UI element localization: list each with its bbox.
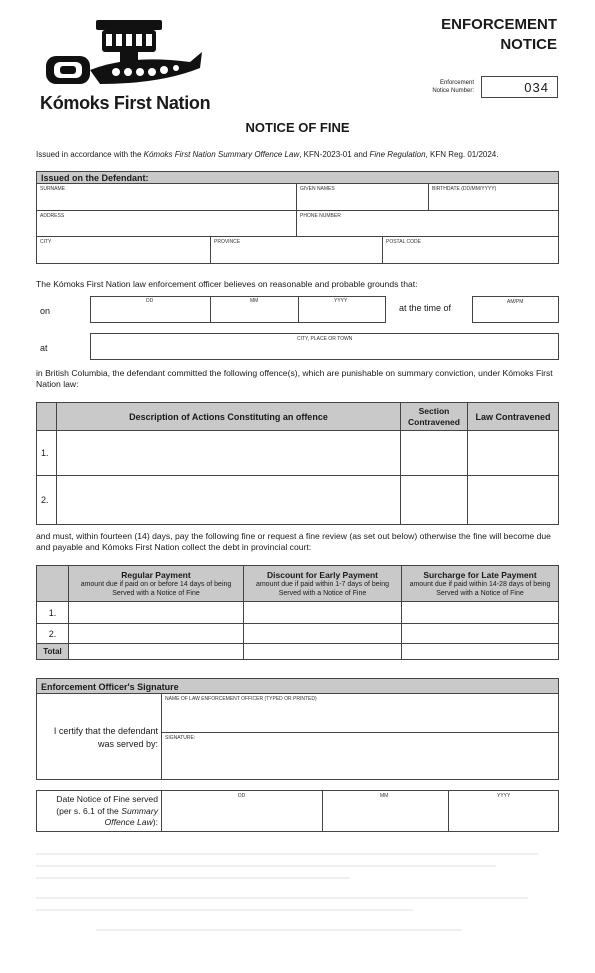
col-law: Law Contravened [468, 403, 559, 431]
served-label-line-1: Date Notice of Fine served [56, 794, 158, 804]
city-place-label: CITY, PLACE OR TOWN [297, 336, 353, 342]
col-section-line-1: Section [418, 405, 450, 416]
col-discount [244, 566, 402, 602]
payment-table [36, 565, 559, 660]
regular-total-cell[interactable] [69, 644, 244, 660]
table-row [37, 431, 559, 476]
section-cell[interactable] [401, 431, 468, 476]
intro-mid: , KFN-2023-01 and [299, 150, 370, 159]
defendant-vline-2 [428, 183, 429, 210]
offence-num-header [37, 403, 57, 431]
kfn-logo [40, 18, 220, 98]
served-label-line-3: Offence Law [104, 817, 153, 827]
defendant-divider-2 [36, 236, 559, 237]
city-field[interactable]: CITY [40, 239, 52, 245]
officer-signature-field[interactable]: SIGNATURE: [165, 735, 196, 741]
intro-reg: Fine Regulation [369, 150, 426, 159]
row-number: 1. [37, 431, 57, 476]
officer-vline [161, 693, 162, 780]
on-label: on [40, 306, 51, 316]
notice-number-label-2: Notice Number: [432, 88, 474, 94]
given-names-field[interactable]: GIVEN NAMES [300, 186, 335, 192]
served-label-post: ): [152, 817, 158, 827]
description-cell[interactable] [57, 431, 401, 476]
discount-cell[interactable] [244, 602, 402, 624]
postal-code-field[interactable]: POSTAL CODE [386, 239, 422, 245]
discount-total-cell[interactable] [244, 644, 402, 660]
col-section-line-2: Contravened [408, 416, 460, 427]
ampm-label: AM/PM [507, 299, 524, 305]
surcharge-cell[interactable] [402, 602, 559, 624]
at-label: at [40, 343, 48, 353]
col-regular [69, 566, 244, 602]
law-cell[interactable] [468, 431, 559, 476]
served-label [38, 794, 158, 829]
served-mm-field[interactable]: MM [380, 793, 389, 799]
table-row [37, 476, 559, 525]
served-vline-3 [448, 790, 449, 832]
defendant-header: Issued on the Defendant: [36, 171, 559, 184]
payment-num-header [37, 566, 69, 602]
surname-field[interactable]: SURNAME [40, 186, 66, 192]
intro-suffix: , KFN Reg. 01/2024. [425, 150, 499, 159]
date-divider-2 [298, 296, 299, 323]
served-dd-field[interactable]: DD [238, 793, 246, 799]
defendant-vline-3 [210, 236, 211, 264]
col-regular-sub: amount due if paid on or before 14 days of being Served with a Notice of Fine [80, 580, 232, 597]
intro-law: Kómoks First Nation Summary Offence Law [143, 150, 300, 159]
offence-place-field[interactable] [90, 333, 559, 360]
org-name: Kómoks First Nation [40, 93, 211, 113]
date-divider-1 [210, 296, 211, 323]
table-row [37, 624, 559, 644]
intro-line [36, 150, 498, 159]
served-vline-1 [161, 790, 162, 832]
offence-mm-label: MM [250, 298, 259, 304]
discount-cell[interactable] [244, 624, 402, 644]
col-discount-sub: amount due if paid within 1-7 days of being Served with a Notice of Fine [255, 580, 390, 597]
province-field[interactable]: PROVINCE [214, 239, 241, 245]
offence-time-field[interactable] [472, 296, 559, 323]
certify-text: I certify that the defendant was served by: [53, 726, 158, 749]
section-cell[interactable] [401, 476, 468, 525]
officer-header: Enforcement Officer's Signature [36, 678, 559, 694]
doc-type-line-2: NOTICE [500, 36, 557, 53]
address-field[interactable]: ADDRESS [40, 213, 65, 219]
col-surcharge-sub: amount due if paid within 14-28 days of being Served with a Notice of Fine [409, 580, 551, 597]
row-number: 2. [37, 624, 69, 644]
col-description: Description of Actions Constituting an offence [57, 403, 401, 431]
offence-dd-label: DD [146, 298, 154, 304]
grounds-statement: The Kómoks First Nation law enforcement officer believes on reasonable and probable grounds that: [36, 279, 418, 289]
bleed-through-texture [36, 845, 559, 955]
table-row [37, 644, 559, 660]
logo-art-icon [40, 18, 220, 98]
table-row [37, 602, 559, 624]
col-section [401, 403, 468, 431]
row-number: 2. [37, 476, 57, 525]
notice-number-value: 034 [524, 80, 549, 95]
law-cell[interactable] [468, 476, 559, 525]
surcharge-total-cell[interactable] [402, 644, 559, 660]
time-of-label: at the time of [399, 303, 452, 313]
notice-number-field[interactable] [481, 76, 558, 98]
birthdate-field[interactable]: BIRTHDATE (DD/MM/YYYY) [432, 186, 497, 192]
surcharge-cell[interactable] [402, 624, 559, 644]
row-number: 1. [37, 602, 69, 624]
doc-type-line-1: ENFORCEMENT [441, 16, 557, 33]
regular-cell[interactable] [69, 602, 244, 624]
served-label-ital: Summary [121, 805, 158, 816]
offence-yyyy-label: YYYY [334, 298, 348, 304]
col-discount-title: Discount for Early Payment [266, 569, 378, 580]
defendant-vline-1 [296, 183, 297, 236]
notice-number-label-1: Enforcement [439, 80, 474, 86]
phone-field[interactable]: PHONE NUMBER [300, 213, 341, 219]
description-cell[interactable] [57, 476, 401, 525]
total-label: Total [37, 644, 69, 660]
regular-cell[interactable] [69, 624, 244, 644]
served-label-line-2: (per s. 6.1 of the [56, 805, 122, 816]
payment-statement: and must, within fourteen (14) days, pay the following fine or request a fine review (as set out below) otherwise the fine will become due and payable and Kómoks First Nation collect the debt in provincial court: [36, 531, 551, 552]
served-vline-2 [322, 790, 323, 832]
defendant-divider-1 [36, 210, 559, 211]
defendant-grid [36, 183, 559, 264]
col-regular-title: Regular Payment [121, 569, 191, 580]
officer-name-field[interactable]: NAME OF LAW ENFORCEMENT OFFICER (TYPED OR PRINTED) [165, 696, 317, 702]
offence-table [36, 402, 559, 525]
officer-hline [161, 732, 559, 733]
offence-statement: in British Columbia, the defendant committed the following offence(s), which are punishable on summary conviction, under Kómoks First Nation law: [36, 368, 553, 389]
defendant-vline-4 [382, 236, 383, 264]
page-title: NOTICE OF FINE [245, 120, 350, 135]
col-surcharge-title: Surcharge for Late Payment [423, 569, 537, 580]
intro-prefix: Issued in accordance with the [36, 150, 144, 159]
col-surcharge [402, 566, 559, 602]
served-yyyy-field[interactable]: YYYY [497, 793, 511, 799]
